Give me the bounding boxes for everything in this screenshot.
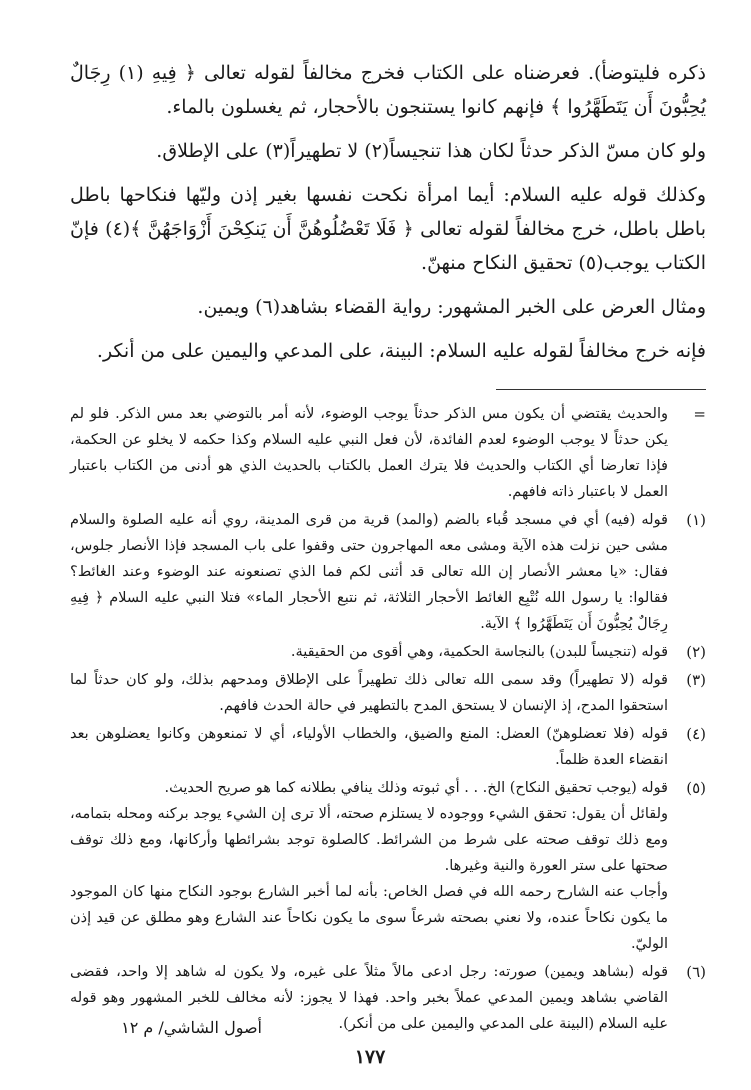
footnote-text: قوله (فيه) أي في مسجد قُباء بالضم (والمد) قرية من قرى المدينة، روي أنه عليه الصلوة والسلام مشى حين نزلت هذه الآية ومشى معه المهاجرون حتى وقفوا على باب المسجد فإذا الأنصار جلوس، فقال: «يا معشر الأنصار إن الله تعالى قد أثنى لكم فما الذي تصنعونه عند الوضوء وعند الغائط؟ فقالوا: يا رسول الله نُتْبِع الغائط الأحجار الثلاثة، ثم نتبع الأحجار الماء» فتلا النبي عليه السلام ﴿ فِيهِ رِجَالٌ يُحِبُّونَ أَن يَتَطَهَّرُوا ﴾ الآية. [70, 512, 668, 632]
main-paragraph: ذكره فليتوضأ). فعرضناه على الكتاب فخرج مخالفاً لقوله تعالى ﴿ فِيهِ (١) رِجَالٌ يُحِبُّونَ أَن يَتَطَهَّرُوا ﴾ فإنهم كانوا يستنجون بالأحجار، ثم يغسلون بالماء. [70, 62, 707, 118]
footnote-number: (١) [686, 511, 706, 529]
main-text [70, 56, 706, 368]
footnote-paragraph: ولقائل أن يقول: تحقق الشيء ووجوده لا يستلزم صحته، ألا ترى إن الشيء يوجد بركنه ومحله بتمامه، ومع ذلك توقف صحته على شرط من الشرائط. كالصلوة توجد بشرائطها وأركانها، ومع ذلك توقف صحتها على ستر العورة والنية وغيرها. [70, 806, 668, 874]
footnote-continuation [70, 401, 706, 505]
page-number: ١٧٧ [354, 1046, 386, 1068]
main-paragraph: ولو كان مسّ الذكر حدثاً لكان هذا تنجيساً(٢) لا تطهيراً(٣) على الإطلاق. [156, 140, 706, 162]
footnote-2 [70, 639, 706, 665]
footnote-number: (٤) [686, 725, 706, 743]
footnote-number: (٢) [686, 643, 706, 661]
footnote-text [70, 775, 668, 957]
footnote-text: قوله (فلا تعضلوهنّ) العضل: المنع والضيق، والخطاب الأولياء، أي لا تمنعوهن وكانوا يعضلوهن بعد انقضاء العدة ظلماً. [70, 726, 668, 768]
footnote-paragraph: وأجاب عنه الشارح رحمه الله في فصل الخاص: بأنه لما أخبر الشارع بوجود النكاح منها كان الموجود ما يكون نكاحاً عنده، ولا نعني بصحته شرعاً سوى ما يكون نكاحاً عند الشارع وهو مطلق عن قيد إذن الوليّ. [70, 884, 668, 952]
footnote-text: قوله (تنجيساً للبدن) بالنجاسة الحكمية، وهي أقوى من الحقيقية. [290, 644, 668, 660]
footnotes [70, 401, 706, 1039]
footnote-text: قوله (لا تطهيراً) وقد سمى الله تعالى ذلك تطهيراً على الإطلاق ومدحهم بذلك، ولو كان حدثاً لما استحقوا المدح، إذ الإنسان لا يستحق المدح بالتطهير في حالة الحدث فافهم. [70, 672, 668, 714]
footnote-3 [70, 667, 706, 719]
footnote-text: قوله (بشاهد ويمين) صورته: رجل ادعى مالاً مثلاً على غيره، ولا يكون له شاهد إلا واحد، فقضى القاضي بشاهد ويمين المدعي عملاً بخبر واحد. فهذا لا يجوز: لأنه مخالف للخبر المشهور وهو قوله عليه السلام (البينة على المدعي واليمين على من أنكر). [70, 964, 668, 1032]
signature-mark: أصول الشاشي/ م ١٢ [121, 1018, 262, 1037]
footnote-text: والحديث يقتضي أن يكون مس الذكر حدثاً يوجب الوضوء، لأنه أمر بالتوضي بعد مس الذكر. فلو لم يكن حدثاً لا يوجب الوضوء لعدم الفائدة، لأن فعل النبي عليه السلام وكذا حكمه لا يخلو عن الحكمة، فإذا تعارضا أي الكتاب والحديث فلا يترك العمل بالكتاب بالحديث الذي هو أدنى من الكتاب باعتبار العمل لا باعتبار ذاته فافهم. [70, 406, 668, 500]
main-paragraph: ومثال العرض على الخبر المشهور: رواية القضاء بشاهد(٦) ويمين. [197, 296, 706, 318]
main-paragraph: فإنه خرج مخالفاً لقوله عليه السلام: البينة، على المدعي واليمين على من أنكر. [96, 340, 706, 362]
main-paragraph: وكذلك قوله عليه السلام: أيما امرأة نكحت نفسها بغير إذن وليّها فنكاحها باطل باطل باطل، خرج مخالفاً لقوله تعالى ﴿ فَلَا تَعْضُلُوهُنَّ أَن يَنكِحْنَ أَزْوَاجَهُنَّ ﴾(٤) فإنّ الكتاب يوجب(٥) تحقيق النكاح منهنّ. [70, 184, 706, 274]
footnote-divider [496, 389, 706, 390]
footnote-paragraph: قوله (يوجب تحقيق النكاح) الخ. . . أي ثبوته وذلك ينافي بطلانه كما هو صريح الحديث. [164, 780, 668, 796]
page [70, 56, 706, 1066]
footnote-4 [70, 721, 706, 773]
footnote-number: (٥) [686, 779, 706, 797]
footnote-1 [70, 507, 706, 637]
footnote-5 [70, 775, 706, 957]
footnote-number: (٦) [686, 963, 706, 981]
continuation-marker: = [693, 405, 706, 423]
footnote-number: (٣) [686, 671, 706, 689]
